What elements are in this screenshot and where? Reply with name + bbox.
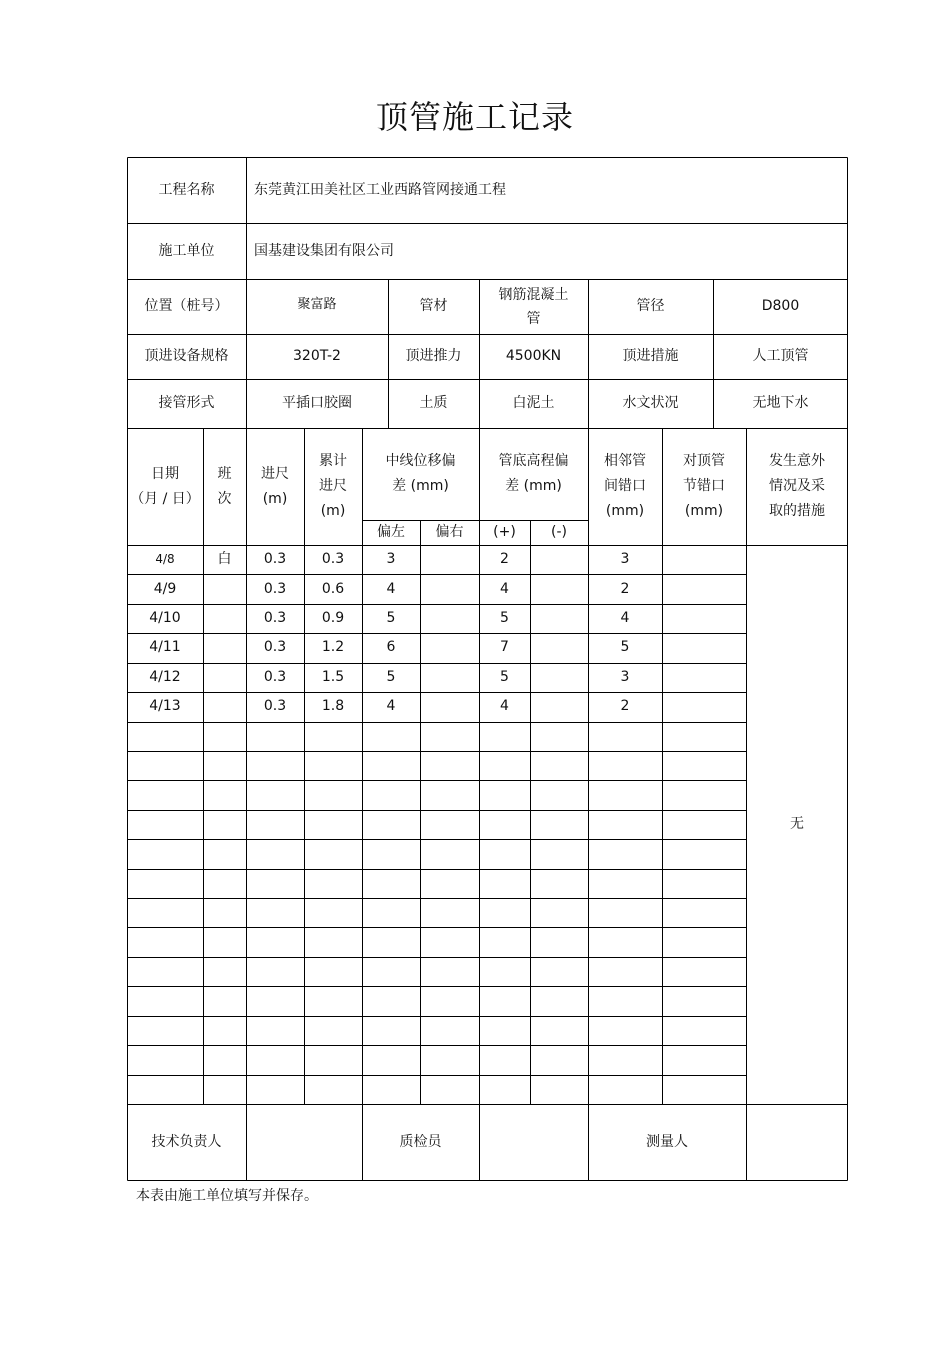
log-cell-adjacent [588, 722, 662, 751]
log-cell-shift [203, 927, 246, 956]
accident-value: 无 [790, 816, 804, 832]
log-cell-adjacent [588, 780, 662, 809]
log-cell-adjacent: 5 [620, 639, 630, 656]
log-cell-cumulative [304, 751, 362, 780]
quality-inspector-label: 质检员 [399, 1134, 442, 1150]
quality-inspector-value [479, 1104, 588, 1181]
tech-lead-value [246, 1104, 362, 1181]
log-cell-advance: 0.3 [263, 580, 287, 597]
log-cell-section [662, 574, 746, 603]
adjacent-offset-header: 相邻管 间错口 (mm) [604, 453, 646, 519]
log-cell-minus [530, 1045, 588, 1074]
log-cell-right [420, 663, 479, 692]
log-cell-cumulative [304, 957, 362, 986]
log-cell-plus [479, 869, 530, 898]
soil-value: 白泥土 [512, 395, 555, 411]
tech-lead-label: 技术负责人 [151, 1134, 222, 1150]
log-cell-shift [203, 722, 246, 751]
log-cell-date: 4/9 [153, 580, 177, 597]
log-cell-right [420, 1016, 479, 1045]
log-cell-minus [530, 663, 588, 692]
log-cell-minus [530, 545, 588, 574]
log-cell-minus [530, 633, 588, 662]
log-cell-section [662, 604, 746, 633]
log-cell-advance [246, 1075, 304, 1104]
log-cell-date [127, 751, 203, 780]
log-cell-left [362, 839, 420, 868]
log-cell-left: 4 [386, 580, 396, 597]
log-cell-section [662, 1016, 746, 1045]
log-cell-cumulative [304, 780, 362, 809]
log-cell-adjacent [588, 1045, 662, 1074]
log-cell-section [662, 633, 746, 662]
log-cell-advance [246, 839, 304, 868]
elevation-plus-header: (+) [493, 524, 516, 540]
log-cell-cumulative: 1.2 [321, 639, 345, 656]
log-cell-advance [246, 810, 304, 839]
cumulative-header: 累计 进尺 (m) [319, 453, 347, 519]
construction-unit-label: 施工单位 [158, 242, 215, 259]
log-cell-plus [479, 1075, 530, 1104]
pipe-diameter-label: 管径 [636, 298, 665, 314]
log-cell-date [127, 810, 203, 839]
log-cell-left [362, 957, 420, 986]
log-cell-minus [530, 1075, 588, 1104]
log-cell-advance [246, 898, 304, 927]
log-cell-section [662, 927, 746, 956]
log-cell-left [362, 1016, 420, 1045]
log-cell-plus: 2 [500, 551, 509, 568]
log-cell-plus [479, 986, 530, 1015]
log-cell-adjacent: 2 [620, 580, 630, 597]
log-cell-date: 4/12 [149, 668, 181, 685]
log-cell-adjacent [588, 839, 662, 868]
log-cell-shift [203, 780, 246, 809]
log-cell-left [362, 1045, 420, 1074]
log-cell-advance: 0.3 [263, 551, 287, 568]
elevation-deviation-header: 管底高程偏 差 (mm) [498, 453, 569, 494]
log-cell-shift [203, 1045, 246, 1074]
log-cell-right [420, 722, 479, 751]
log-cell-shift [203, 839, 246, 868]
jacking-measure-value: 人工顶管 [752, 348, 809, 364]
shift-header: 班 次 [217, 465, 232, 507]
log-cell-section [662, 869, 746, 898]
log-cell-section [662, 986, 746, 1015]
log-cell-cumulative [304, 1075, 362, 1104]
log-cell-plus: 5 [500, 610, 509, 627]
log-cell-shift [203, 751, 246, 780]
log-cell-plus [479, 898, 530, 927]
hydrology-value: 无地下水 [752, 395, 809, 411]
log-cell-minus [530, 869, 588, 898]
log-cell-plus: 5 [500, 668, 509, 685]
log-cell-cumulative [304, 869, 362, 898]
log-cell-adjacent: 3 [620, 551, 630, 568]
section-offset-header: 对顶管 节错口 (mm) [683, 453, 725, 519]
log-cell-section [662, 722, 746, 751]
log-cell-left: 5 [386, 610, 396, 627]
log-cell-date [127, 1016, 203, 1045]
log-cell-left [362, 1075, 420, 1104]
log-cell-shift [203, 869, 246, 898]
log-cell-right [420, 692, 479, 721]
log-cell-left [362, 927, 420, 956]
log-cell-adjacent [588, 898, 662, 927]
log-cell-date [127, 780, 203, 809]
log-cell-advance: 0.3 [263, 639, 287, 656]
log-cell-shift [203, 986, 246, 1015]
log-cell-left [362, 986, 420, 1015]
log-cell-adjacent: 4 [620, 610, 630, 627]
log-cell-cumulative [304, 810, 362, 839]
log-cell-date [127, 986, 203, 1015]
log-cell-adjacent [588, 751, 662, 780]
log-cell-advance [246, 957, 304, 986]
deviation-right-header: 偏右 [435, 524, 464, 540]
log-cell-right [420, 574, 479, 603]
log-cell-date: 4/8 [155, 552, 175, 567]
log-cell-section [662, 1045, 746, 1074]
log-cell-plus [479, 1016, 530, 1045]
log-cell-cumulative [304, 1016, 362, 1045]
log-cell-advance [246, 986, 304, 1015]
log-cell-left [362, 869, 420, 898]
log-cell-minus [530, 810, 588, 839]
log-cell-section [662, 1075, 746, 1104]
log-cell-right [420, 751, 479, 780]
log-cell-shift: 白 [217, 551, 232, 568]
log-cell-plus [479, 751, 530, 780]
surveyor-label: 测量人 [646, 1134, 688, 1150]
log-cell-adjacent: 2 [620, 698, 630, 715]
log-cell-right [420, 986, 479, 1015]
log-cell-right [420, 957, 479, 986]
log-cell-plus [479, 722, 530, 751]
log-cell-minus [530, 604, 588, 633]
log-cell-right [420, 898, 479, 927]
log-cell-right [420, 1045, 479, 1074]
log-cell-cumulative [304, 927, 362, 956]
log-cell-right [420, 780, 479, 809]
log-cell-cumulative: 0.3 [321, 551, 345, 568]
log-cell-advance: 0.3 [263, 698, 287, 715]
log-cell-plus [479, 1045, 530, 1074]
log-cell-adjacent [588, 1075, 662, 1104]
position-label: 位置（桩号） [144, 298, 229, 314]
elevation-minus-header: (-) [551, 524, 567, 540]
log-cell-minus [530, 751, 588, 780]
equipment-spec-value: 320T-2 [293, 348, 341, 364]
hydrology-label: 水文状况 [622, 395, 679, 411]
advance-header: 进尺 (m) [261, 465, 289, 507]
log-cell-right [420, 869, 479, 898]
log-cell-date: 4/11 [149, 639, 181, 656]
centerline-deviation-header: 中线位移偏 差 (mm) [385, 453, 456, 494]
log-cell-plus [479, 957, 530, 986]
log-cell-left [362, 810, 420, 839]
log-cell-left [362, 780, 420, 809]
log-cell-cumulative [304, 722, 362, 751]
pipe-diameter-value: D800 [761, 298, 800, 314]
log-cell-shift [203, 574, 246, 603]
log-cell-date [127, 1075, 203, 1104]
log-cell-section [662, 810, 746, 839]
log-cell-adjacent [588, 927, 662, 956]
log-cell-date: 4/10 [149, 610, 181, 627]
accident-header: 发生意外 情况及采 取的措施 [769, 453, 825, 519]
log-cell-right [420, 810, 479, 839]
log-cell-plus: 4 [500, 698, 509, 715]
log-cell-plus: 7 [500, 639, 509, 656]
log-cell-date: 4/13 [149, 698, 181, 715]
log-cell-right [420, 633, 479, 662]
log-cell-shift [203, 1075, 246, 1104]
log-cell-shift [203, 663, 246, 692]
log-cell-right [420, 545, 479, 574]
pipe-material-label: 管材 [419, 298, 448, 314]
soil-label: 土质 [419, 395, 448, 411]
log-cell-date [127, 898, 203, 927]
log-cell-cumulative [304, 898, 362, 927]
log-cell-left: 6 [386, 639, 396, 656]
deviation-left-header: 偏左 [377, 524, 405, 540]
log-cell-right [420, 604, 479, 633]
log-cell-advance [246, 927, 304, 956]
log-cell-plus: 4 [500, 580, 509, 597]
log-cell-cumulative [304, 986, 362, 1015]
log-cell-section [662, 751, 746, 780]
construction-record-table [127, 157, 848, 1181]
log-cell-plus [479, 927, 530, 956]
log-cell-shift [203, 692, 246, 721]
log-cell-left: 3 [386, 551, 396, 568]
log-cell-cumulative: 0.9 [321, 610, 345, 627]
log-cell-cumulative: 1.8 [321, 698, 345, 715]
log-cell-advance: 0.3 [263, 668, 287, 685]
log-cell-shift [203, 810, 246, 839]
log-cell-section [662, 957, 746, 986]
log-cell-minus [530, 722, 588, 751]
position-value: 聚富路 [297, 296, 337, 312]
log-cell-date [127, 1045, 203, 1074]
jacking-thrust-value: 4500KN [505, 348, 562, 364]
jacking-thrust-label: 顶进推力 [405, 348, 462, 364]
log-cell-minus [530, 898, 588, 927]
log-cell-left [362, 722, 420, 751]
log-cell-plus [479, 780, 530, 809]
equipment-spec-label: 顶进设备规格 [144, 348, 229, 364]
log-cell-date [127, 957, 203, 986]
log-cell-adjacent [588, 957, 662, 986]
log-cell-section [662, 545, 746, 574]
log-cell-minus [530, 1016, 588, 1045]
log-cell-cumulative: 1.5 [321, 668, 345, 685]
log-cell-right [420, 839, 479, 868]
log-cell-left: 5 [386, 668, 396, 685]
log-cell-minus [530, 927, 588, 956]
log-cell-advance: 0.3 [263, 610, 287, 627]
joint-type-value: 平插口胶圈 [282, 395, 352, 411]
log-cell-minus [530, 957, 588, 986]
log-cell-shift [203, 957, 246, 986]
log-cell-minus [530, 780, 588, 809]
log-cell-adjacent [588, 1016, 662, 1045]
log-cell-date [127, 839, 203, 868]
log-cell-advance [246, 1045, 304, 1074]
log-cell-date [127, 722, 203, 751]
log-cell-minus [530, 986, 588, 1015]
pipe-material-value: 钢筋混凝土 管 [498, 286, 569, 327]
jacking-measure-label: 顶进措施 [622, 348, 679, 364]
log-cell-cumulative [304, 1045, 362, 1074]
log-cell-adjacent: 3 [620, 668, 630, 685]
log-cell-left [362, 898, 420, 927]
log-cell-left: 4 [386, 698, 396, 715]
log-cell-adjacent [588, 986, 662, 1015]
log-cell-section [662, 663, 746, 692]
log-cell-minus [530, 839, 588, 868]
log-cell-date [127, 927, 203, 956]
log-cell-shift [203, 898, 246, 927]
log-cell-minus [530, 692, 588, 721]
surveyor-value [746, 1104, 848, 1181]
log-cell-shift [203, 1016, 246, 1045]
log-cell-advance [246, 780, 304, 809]
log-cell-plus [479, 810, 530, 839]
log-cell-date [127, 869, 203, 898]
log-cell-minus [530, 574, 588, 603]
log-cell-advance [246, 869, 304, 898]
construction-unit-value: 国基建设集团有限公司 [254, 242, 394, 259]
log-cell-cumulative [304, 839, 362, 868]
log-cell-section [662, 692, 746, 721]
log-cell-section [662, 780, 746, 809]
log-cell-adjacent [588, 869, 662, 898]
log-cell-adjacent [588, 810, 662, 839]
log-cell-cumulative: 0.6 [321, 580, 345, 597]
log-cell-right [420, 927, 479, 956]
log-cell-shift [203, 604, 246, 633]
project-name-label: 工程名称 [158, 181, 215, 198]
joint-type-label: 接管形式 [158, 395, 215, 411]
log-cell-section [662, 839, 746, 868]
log-cell-advance [246, 722, 304, 751]
page-title: 顶管施工记录 [375, 98, 574, 136]
date-header: 日期 （月 / 日） [130, 465, 200, 507]
log-cell-section [662, 898, 746, 927]
log-cell-plus [479, 839, 530, 868]
project-name-value: 东莞黄江田美社区工业西路管网接通工程 [254, 181, 506, 198]
footnote: 本表由施工单位填写并保存。 [136, 1188, 318, 1204]
log-cell-left [362, 751, 420, 780]
log-cell-advance [246, 1016, 304, 1045]
log-cell-advance [246, 751, 304, 780]
log-cell-shift [203, 633, 246, 662]
log-cell-right [420, 1075, 479, 1104]
